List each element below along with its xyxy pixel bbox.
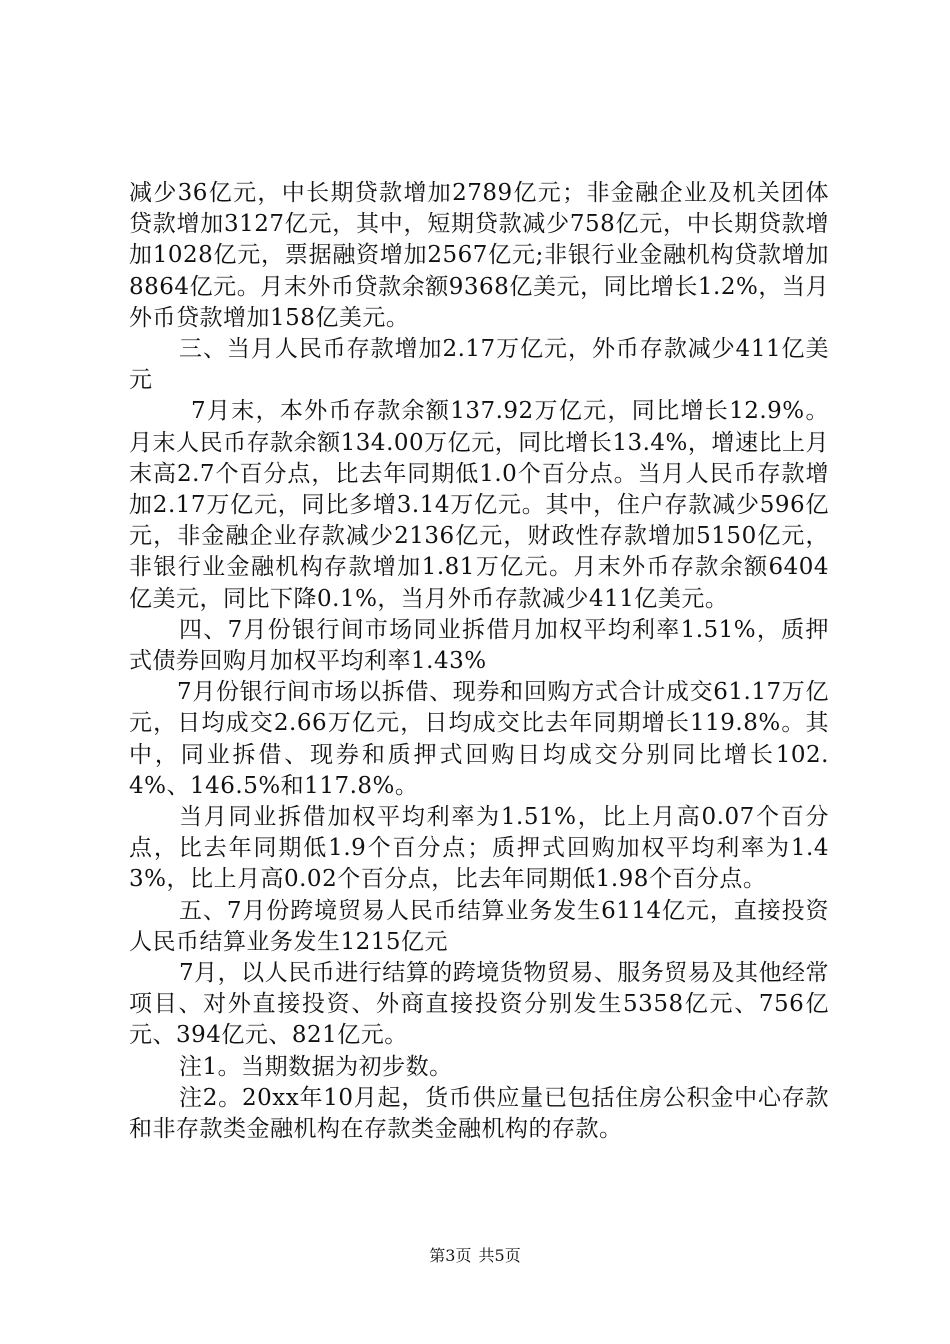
note-1: 注1。当期数据为初步数。	[179, 1053, 453, 1080]
paragraph-interbank-rates: 当月同业拆借加权平均利率为1.51%，比上月高0.07个百分点，比去年同期低1.9个百分点；质押式回购加权平均利率为1.43%，比上月高0.02个百分点，比去年同期低1.98个百分点。	[129, 804, 829, 893]
paragraph-cross-border: 7月，以人民币进行结算的跨境货物贸易、服务贸易及其他经常项目、对外直接投资、外商直接投资分别发生5358亿元、756亿元、394亿元、821亿元。	[129, 960, 829, 1049]
page-footer	[0, 1243, 950, 1266]
section-heading-interbank: 四、7月份银行间市场同业拆借月加权平均利率1.51%，质押式债券回购月加权平均利率1.43%	[129, 616, 829, 675]
page-number: 第3页	[429, 1246, 472, 1265]
document-body	[129, 178, 829, 1145]
note-2: 注2。20xx年10月起，货币供应量已包括住房公积金中心存款和非存款类金融机构在存款类金融机构的存款。	[129, 1084, 829, 1143]
paragraph-deposits: 7月末，本外币存款余额137.92万亿元，同比增长12.9%。月末人民币存款余额134.00万亿元，同比增长13.4%，增速比上月末高2.7个百分点，比去年同期低1.0个百分点。当月人民币存款增加2.17万亿元，同比多增3.14万亿元。其中，住户存款减少596亿元，非金融企业存款减少2136亿元，财政性存款增加5150亿元，非银行业金融机构存款增加1.81万亿元。月末外币存款余额6404亿美元，同比下降0.1%，当月外币存款减少411亿美元。	[129, 398, 829, 612]
paragraph-interbank-volume: 7月份银行间市场以拆借、现券和回购方式合计成交61.17万亿元，日均成交2.66万亿元，日均成交比去年同期增长119.8%。其中，同业拆借、现券和质押式回购日均成交分别同比增长102.4%、146.5%和117.8%。	[129, 679, 829, 799]
total-pages: 共5页	[478, 1246, 521, 1265]
section-heading-deposits: 三、当月人民币存款增加2.17万亿元，外币存款减少411亿美元	[129, 336, 829, 394]
paragraph-loans-continued: 减少36亿元，中长期贷款增加2789亿元；非金融企业及机关团体贷款增加3127亿元，其中，短期贷款减少758亿元，中长期贷款增加1028亿元，票据融资增加2567亿元;非银行业金融机构贷款增加8864亿元。月末外币贷款余额9368亿美元，同比增长1.2%，当月外币贷款增加158亿美元。	[129, 180, 829, 331]
section-heading-cross-border: 五、7月份跨境贸易人民币结算业务发生6114亿元，直接投资人民币结算业务发生1215亿元	[129, 897, 829, 955]
